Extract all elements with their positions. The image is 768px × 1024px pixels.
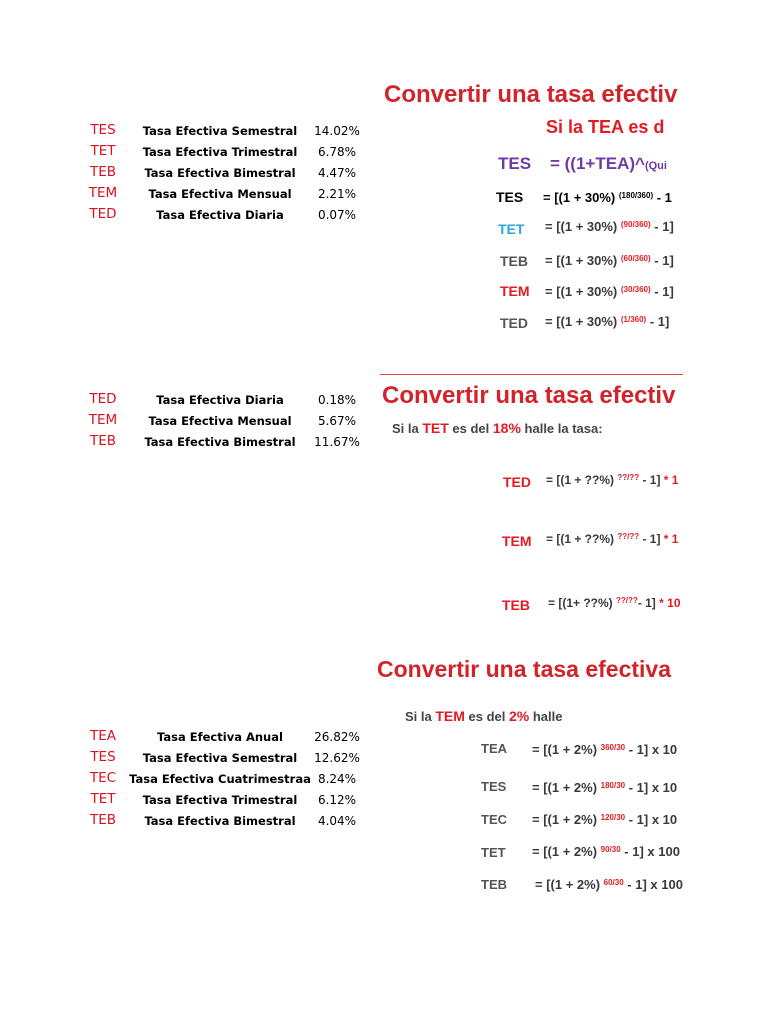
formula-label: TET: [481, 845, 506, 860]
formula-expression: = [(1 + ??%) ??/?? - 1] * 1: [546, 473, 679, 487]
rate-code: TET: [90, 791, 116, 807]
rate-value: 12.62%: [314, 751, 360, 765]
formula-expression: = [(1 + 30%) $^{(1/360)}$ - 1]: [545, 314, 670, 329]
rate-value: 4.47%: [317, 166, 357, 180]
rate-value: 4.04%: [317, 814, 357, 828]
panel-title: Convertir una tasa efectiva: [377, 656, 672, 682]
formula-expression: = [(1 + 30%) $^{(90/360)}$ - 1]: [545, 219, 674, 234]
formula-label: TEM: [502, 533, 532, 549]
formula-label: TEB: [502, 597, 530, 613]
rate-name: Tasa Efectiva Semestral: [142, 751, 298, 765]
formula-label: TEB: [481, 877, 507, 892]
rate-code: TED: [89, 206, 117, 222]
formula-label: TED: [503, 474, 531, 490]
rate-value: 6.12%: [317, 793, 357, 807]
formula-panel-3: [374, 652, 683, 902]
rate-code: TEB: [89, 433, 117, 449]
rate-value: 11.67%: [314, 435, 360, 449]
formula-expression: = [(1 + 2%) $^{360/30}$ - 1] x 10: [532, 742, 678, 757]
rate-code: TEC: [89, 770, 117, 786]
formula-label: TES: [496, 189, 524, 205]
rate-value: 6.78%: [317, 145, 357, 159]
rate-name: Tasa Efectiva Cuatrimestraa: [129, 772, 311, 786]
rate-value: 2.21%: [317, 187, 357, 201]
rate-name: Tasa Efectiva Trimestral: [142, 145, 298, 159]
rate-value: 14.02%: [314, 124, 360, 138]
rate-name: Tasa Efectiva Mensual: [148, 414, 292, 428]
rate-code: TEB: [89, 812, 117, 828]
rate-name: Tasa Efectiva Anual: [157, 730, 283, 744]
formula-panel-2: [380, 374, 683, 625]
formula-expression: = [(1 + ??%) ??/?? - 1] * 1: [546, 532, 679, 546]
formula-label: TET: [498, 221, 525, 237]
rate-value: 5.67%: [317, 414, 357, 428]
rate-name: Tasa Efectiva Diaria: [156, 393, 284, 407]
panel-subtitle: Si la TEA es d: [546, 117, 665, 137]
formula-label: TEB: [500, 253, 528, 269]
rate-name: Tasa Efectiva Trimestral: [142, 793, 298, 807]
formula-label: TEM: [500, 283, 530, 299]
formula-general-label: TES: [498, 154, 532, 173]
rate-code: TEM: [88, 412, 118, 428]
rate-code: TED: [89, 391, 117, 407]
formula-expression: = [(1 + 2%) $^{120/30}$ - 1] x 10: [532, 812, 678, 827]
rate-code: TEA: [89, 728, 116, 744]
formula-general: = ((1+TEA)^(Qui: [550, 154, 667, 173]
formula-expression: = [(1 + 2%) $^{60/30}$ - 1] x 100: [535, 877, 683, 892]
formula-label: TES: [481, 779, 507, 794]
panel-subtitle: Si la TET es del 18% halle la tasa:: [392, 420, 603, 436]
formula-expression: = [(1 + 2%) $^{180/30}$ - 1] x 10: [532, 780, 678, 795]
formula-expression: = [(1 + 2%) $^{90/30}$ - 1] x 100: [532, 844, 680, 859]
rate-name: Tasa Efectiva Bimestral: [144, 166, 296, 180]
rate-value: 0.07%: [317, 208, 357, 222]
formula-expression: = [(1+ ??%) ??/??- 1] * 10: [548, 596, 681, 610]
rate-name: Tasa Efectiva Bimestral: [144, 435, 296, 449]
formula-expression: = [(1 + 30%) $^{(30/360)}$ - 1]: [545, 284, 674, 299]
formula-label: TEC: [481, 812, 507, 827]
panel-title: Convertir una tasa efectiv: [384, 81, 678, 108]
rate-code: TEB: [89, 164, 117, 180]
rate-name: Tasa Efectiva Mensual: [148, 187, 292, 201]
rate-code: TEM: [88, 185, 118, 201]
rate-code: TES: [90, 122, 116, 138]
rate-name: Tasa Efectiva Semestral: [142, 124, 298, 138]
rate-name: Tasa Efectiva Bimestral: [144, 814, 296, 828]
panel-title: Convertir una tasa efectiv: [382, 382, 676, 409]
rate-value: 0.18%: [317, 393, 357, 407]
rate-code: TES: [90, 749, 116, 765]
formula-label: TED: [500, 315, 528, 331]
rate-value: 8.24%: [317, 772, 357, 786]
formula-panel-1: [380, 76, 683, 338]
rate-value: 26.82%: [314, 730, 360, 744]
formula-expression: = [(1 + 30%) $^{(180/360)}$ - 1: [543, 190, 672, 205]
rate-code: TET: [90, 143, 116, 159]
rate-name: Tasa Efectiva Diaria: [156, 208, 284, 222]
formula-expression: = [(1 + 30%) $^{(60/360)}$ - 1]: [545, 253, 674, 268]
panel-subtitle: Si la TEM es del 2% halle: [405, 708, 563, 724]
formula-label: TEA: [481, 741, 507, 756]
